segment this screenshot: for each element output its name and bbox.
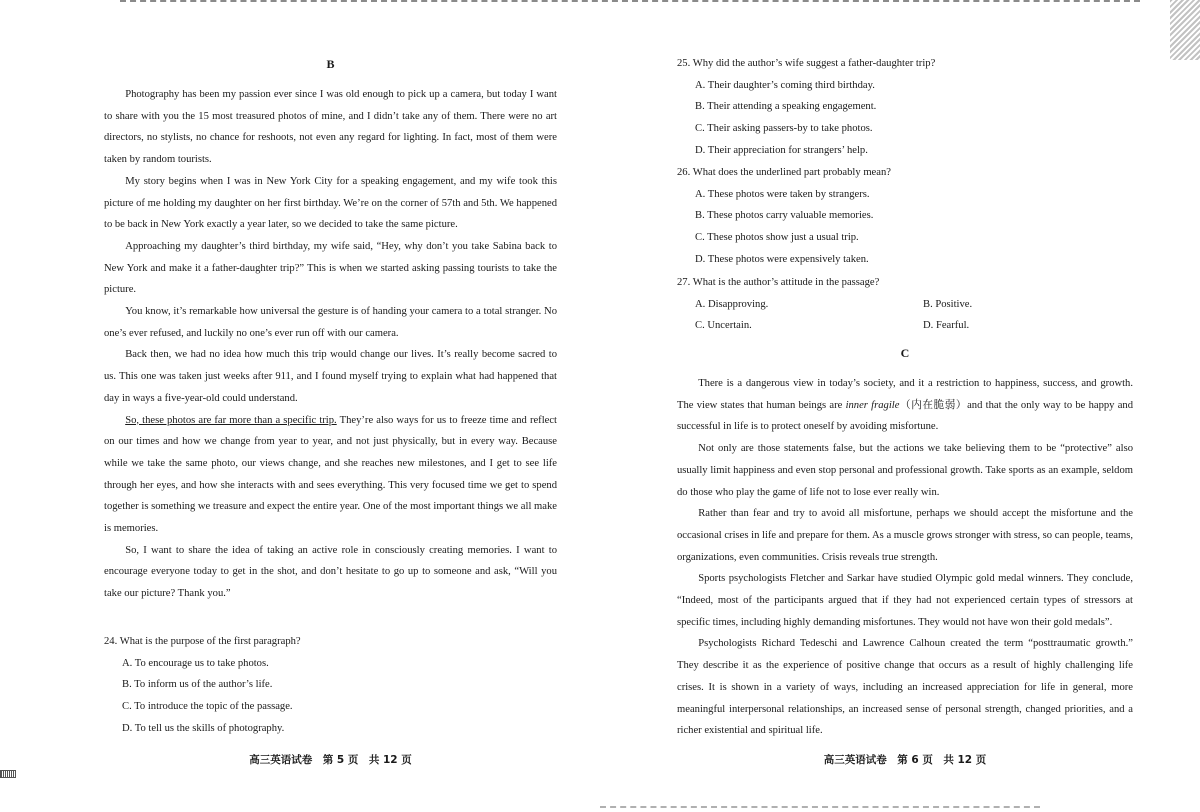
option-b: B. These photos carry valuable memories. xyxy=(695,210,874,222)
passage-paragraph: So, I want to share the idea of taking an active role in consciously creating memories. I want to encourage everyone today to get in the shot, and don’t hesitate to go up to someone and ask, “Will you take our picture? Thank you.” xyxy=(104,544,557,600)
question-stem: 27. What is the author’s attitude in the passage? xyxy=(677,277,880,288)
passage-paragraph: Photography has been my passion ever since I was old enough to pick up a camera, but today I want to share with you the 15 most treasured photos of mine, and I didn’t take any of them. There were no art directors, no stylists, no chance for reshoots, not even any regard for lighting. In fact, most of them were taken by random tourists. xyxy=(104,89,557,166)
option-a: A. These photos were taken by strangers. xyxy=(695,188,870,200)
passage-paragraph: Rather than fear and try to avoid all misfortune, perhaps we should accept the misfortune and the occasional crises in life and prepare for them. As a muscle grows stronger with stress, so can people, teams, organizations, even communities. Crisis reveals true strength. xyxy=(677,508,1133,563)
question-stem: 25. Why did the author’s wife suggest a father-daughter trip? xyxy=(677,58,936,69)
question-25 xyxy=(677,53,1133,162)
passage-b xyxy=(104,84,557,605)
binding-mark xyxy=(0,770,16,778)
option-a: A. To encourage us to take photos. xyxy=(122,657,269,669)
option-c: C. These photos show just a usual trip. xyxy=(695,232,859,244)
question-stem: 26. What does the underlined part probably mean? xyxy=(677,167,891,178)
paragraph-text: （内在脆弱）and that the only way to be happy and successful in life is to protect oneself by avoiding misfortune. xyxy=(677,399,1134,433)
paragraph-text: There is a dangerous view in today’s society, and it a restriction to happiness, success, and growth. The view states that human beings are xyxy=(677,378,1133,411)
question-24 xyxy=(104,631,557,740)
option-b: B. To inform us of the author’s life. xyxy=(122,679,273,691)
scan-edge-bottom xyxy=(600,806,1040,810)
option-b: B. Their attending a speaking engagement. xyxy=(695,101,877,113)
passage-paragraph: Back then, we had no idea how much this trip would change our lives. It’s really become sacred to us. This one was taken just weeks after 911, and I found myself trying to explain what had happened that day in ways a five-year-old could understand. xyxy=(104,349,557,404)
option-row xyxy=(677,315,1133,337)
question-stem: 24. What is the purpose of the first paragraph? xyxy=(104,636,301,647)
passage-paragraph: You know, it’s remarkable how universal the gesture is of handing your camera to a total stranger. No one’s ever refused, and luckily no one’s ever run off with our camera. xyxy=(104,306,557,339)
left-page xyxy=(104,0,557,812)
right-page xyxy=(677,0,1133,812)
passage-paragraph: Psychologists Richard Tedeschi and Lawrence Calhoun created the term “posttraumatic growth.” They describe it as the experience of positive change that occurs as a result of highly challenging life crises. It is shown in a variety of ways, including an increased appreciation for life in general, more meaningful interpersonal relationships, an increased sense of personal strength, changed priorities, and a richer existential and spiritual life. xyxy=(677,638,1133,737)
option-row xyxy=(677,294,1133,316)
passage-paragraph: Not only are those statements false, but the actions we take believing them to be “protective” also usually limit happiness and even stop personal and professional growth. Take sports as an example, seldom do those who play the game of life not to lose ever really win. xyxy=(677,443,1133,498)
section-label-c: C xyxy=(900,346,910,360)
passage-paragraph: Sports psychologists Fletcher and Sarkar have studied Olympic gold medal winners. They conclude, “Indeed, most of the participants argued that if they had not experienced certain types of stressors at specific times, including highly demanding misfortunes. They would not have won their gold medals”. xyxy=(677,573,1133,628)
option-d: D. These photos were expensively taken. xyxy=(695,253,869,265)
option-d: D. To tell us the skills of photography. xyxy=(122,722,285,734)
passage-paragraph xyxy=(677,373,1133,438)
underlined-sentence: So, these photos are far more than a specific trip. xyxy=(125,414,337,426)
option-d: D. Fearful. xyxy=(923,320,970,332)
passage-paragraph xyxy=(104,410,557,540)
passage-paragraph: My story begins when I was in New York City for a speaking engagement, and my wife took this picture of me holding my daughter on her first birthday. We’re on the corner of 57th and 5th. We happened to be back in New York exactly a year later, so we decided to take the same picture. xyxy=(104,175,557,231)
paragraph-text: They’re also ways for us to freeze time and reflect on our times and how we change from year to year, and not just physically, but in every way. Because while we take the same photo, our views change, and she reaches new milestones, and I get to see life through her eyes, and how she interacts with and sees everything. This very focused time we get to spend together is something we treasure and expect the entire year. One of the most important things we all make is memories. xyxy=(104,414,557,535)
italic-term: inner fragile xyxy=(845,399,900,411)
page-footer: 高三英语试卷 第 5 页 共 12 页 xyxy=(249,754,412,766)
passage-paragraph: Approaching my daughter’s third birthday, my wife said, “Hey, why don’t you take Sabina back to New York and make it a father-daughter trip?” This is when we started asking passing tourists to take the picture. xyxy=(104,240,557,296)
option-a: A. Their daughter’s coming third birthday. xyxy=(695,79,875,91)
option-c: C. Uncertain. xyxy=(695,320,752,332)
section-label-b: B xyxy=(326,57,335,71)
question-27 xyxy=(677,272,1133,337)
option-c: C. Their asking passers-by to take photos. xyxy=(695,123,873,135)
option-d: D. Their appreciation for strangers’ help. xyxy=(695,144,868,156)
passage-c xyxy=(677,373,1133,742)
option-c: C. To introduce the topic of the passage. xyxy=(122,701,293,713)
scan-corner-artifact xyxy=(1170,0,1200,60)
option-b: B. Positive. xyxy=(923,298,973,310)
option-a: A. Disapproving. xyxy=(695,298,769,310)
question-26 xyxy=(677,162,1133,271)
page-footer: 高三英语试卷 第 6 页 共 12 页 xyxy=(823,754,987,766)
